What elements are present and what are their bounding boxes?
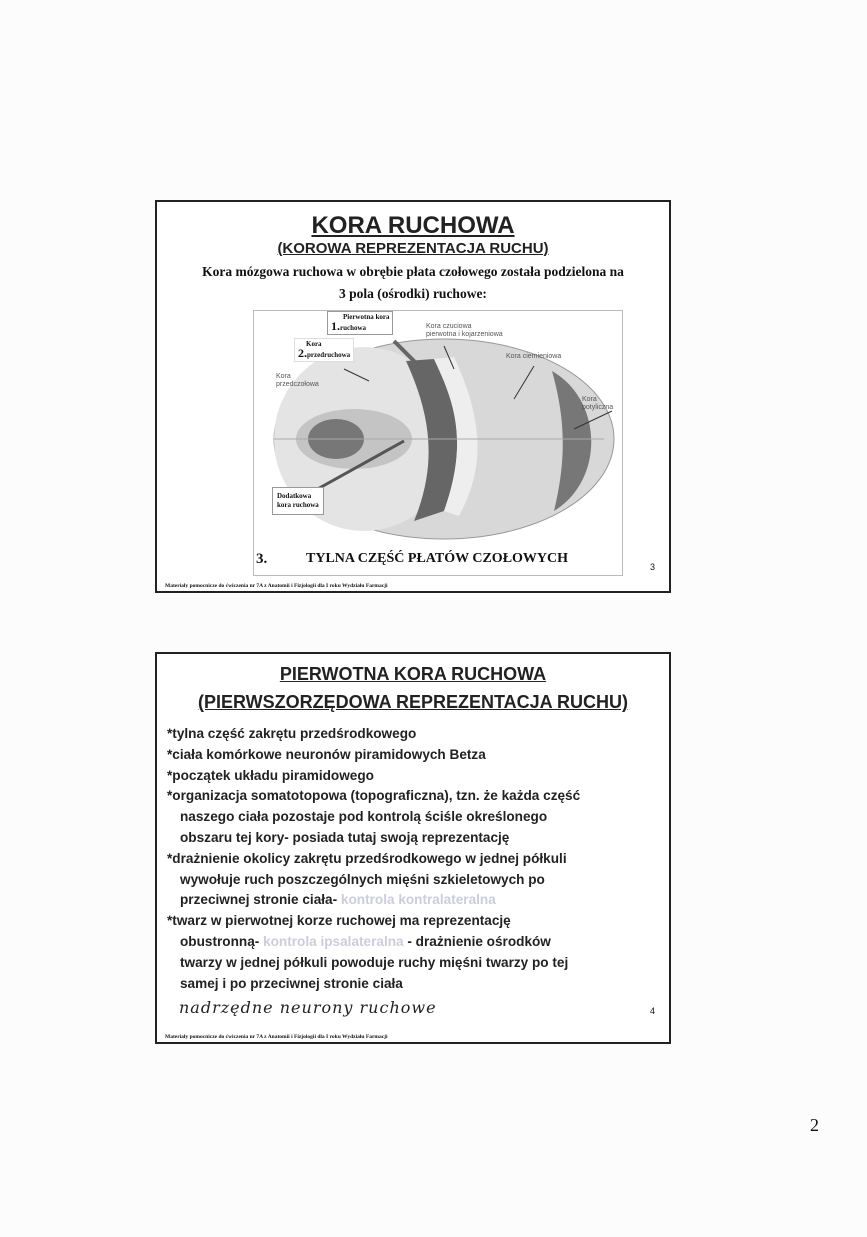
label-text: potyliczna — [582, 404, 614, 411]
label-supplementary-motor-cortex — [272, 487, 324, 515]
label-text: kora ruchowa — [277, 501, 319, 509]
label-text: pierwotna i kojarzeniowa — [426, 331, 503, 338]
bullet-cont: obszaru tej kory- posiada tutaj swoją reprezentację — [180, 829, 510, 845]
label-sensory-cortex — [426, 323, 503, 339]
page-number: 2 — [810, 1115, 819, 1135]
slide-pierwotna-kora-ruchowa — [155, 652, 671, 1044]
intro-line-2: 3 pola (ośrodki) ruchowe: — [339, 286, 487, 301]
bullet: *twarz w pierwotnej korze ruchowej ma reprezentację — [167, 913, 511, 929]
slide-number: 4 — [649, 1006, 655, 1016]
figure-number-3: 3. — [256, 551, 268, 567]
figure-caption: TYLNA CZĘŚĆ PŁATÓW CZOŁOWYCH — [306, 551, 569, 566]
bullet-cont: samej i po przeciwnej stronie ciała — [180, 975, 403, 991]
bullet: *tylna część zakrętu przedśrodkowego — [167, 726, 417, 741]
text: - drażnienie ośrodków — [403, 933, 551, 949]
bullet-list — [167, 724, 659, 994]
slide-footer: Materiały pomocnicze do ćwiczenia nr 7A z Anatomii i Fizjologii dla I roku Wydziału Farmacji — [165, 583, 388, 589]
label-parietal-cortex: Kora ciemieniowa — [506, 353, 562, 360]
intro-line-1: Kora mózgowa ruchowa w obrębie płata czołowego została podzielona na — [202, 264, 624, 279]
slide-footer: Materiały pomocnicze do ćwiczenia nr 7A z Anatomii i Fizjologii dla I roku Wydziału Farmacji — [165, 1034, 388, 1040]
slide-number: 3 — [649, 562, 655, 572]
bullet: *organizacja somatotopowa (topograficzna), tzn. że każda część — [167, 788, 581, 804]
label-primary-motor-cortex — [327, 311, 393, 335]
label-text: przedruchowa — [307, 351, 351, 359]
bullet-cont: twarzy w jednej półkuli powoduje ruchy mięśni twarzy po tej — [180, 954, 569, 970]
brain-figure — [253, 310, 623, 576]
bullet-cont — [167, 932, 659, 953]
handwritten-note: nadrzędne neurony ruchowe — [179, 998, 437, 1017]
label-text: Kora — [582, 396, 597, 403]
label-number: 2. — [298, 346, 307, 360]
label-text: przedczołowa — [276, 381, 319, 388]
slide-title: KORA RUCHOWA — [311, 212, 515, 239]
bullet: *drażnienie okolicy zakrętu przedśrodkowego w jednej półkuli — [167, 850, 567, 866]
bullet: *ciała komórkowe neuronów piramidowych Betza — [167, 746, 486, 762]
label-text: Dodatkowa — [277, 492, 312, 500]
bullet-cont: wywołuje ruch poszczególnych mięśni szkieletowych po — [180, 871, 545, 887]
slide-subtitle: (KOROWA REPREZENTACJA RUCHU) — [277, 240, 549, 257]
bullet-cont: naszego ciała pozostaje pod kontrolą ściśle określonego — [180, 809, 548, 825]
label-text: Kora — [276, 373, 291, 380]
label-premotor-cortex — [294, 338, 354, 362]
slide-title: PIERWOTNA KORA RUCHOWA — [279, 664, 547, 684]
text: przeciwnej stronie ciała- — [180, 892, 338, 908]
label-text: Kora — [306, 340, 322, 348]
label-text: Kora czuciowa — [426, 323, 472, 330]
faint-text: kontrola kontralateralna — [337, 892, 496, 908]
label-text: Pierwotna kora — [343, 313, 390, 321]
faint-text: kontrola ipsalateralna — [259, 933, 404, 949]
slide-subtitle: (PIERWSZORZĘDOWA REPREZENTACJA RUCHU) — [197, 692, 628, 712]
label-text: ruchowa — [340, 324, 367, 332]
slide-kora-ruchowa — [155, 200, 671, 593]
text: obustronną- — [180, 933, 260, 949]
label-number: 1. — [331, 319, 340, 333]
label-occipital-cortex — [582, 396, 613, 412]
bullet: *początek układu piramidowego — [167, 767, 374, 783]
bullet-cont — [167, 890, 659, 911]
label-prefrontal-cortex — [276, 373, 319, 389]
